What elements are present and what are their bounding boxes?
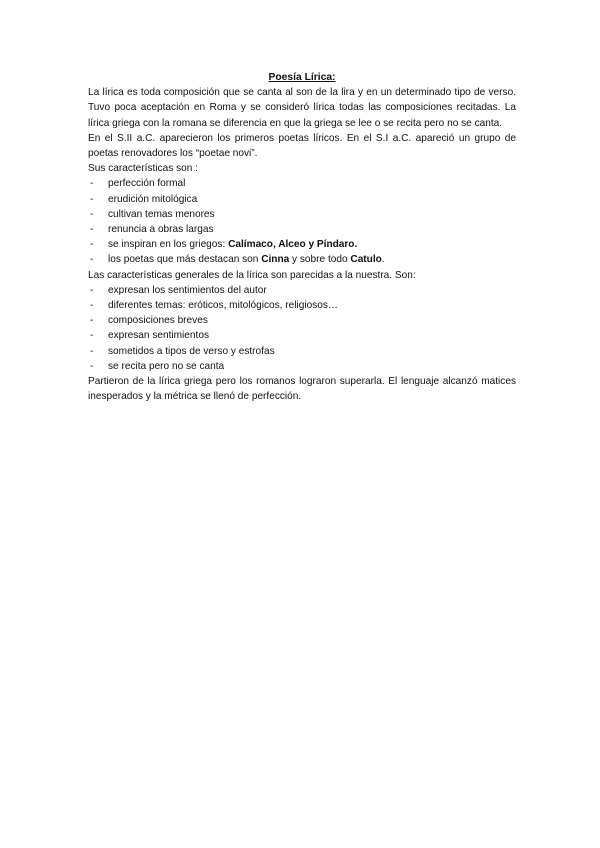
- list-item: [88, 252, 516, 267]
- greek-poets-bold: Calímaco, Alceo y Píndaro.: [228, 239, 358, 251]
- bullet-dash: -: [90, 178, 94, 190]
- history-paragraph: En el S.II a.C. aparecieron los primeros poetas líricos. En el S.I a.C. apareció un grupo de poetas renovadores los “poetae novi”.: [88, 132, 516, 160]
- bullet-dash: -: [90, 254, 94, 266]
- bullet-dash: -: [90, 239, 94, 251]
- list-item-text: se recita pero no se canta: [108, 360, 225, 372]
- general-heading: Las características generales de la lírica son parecidas a la nuestra. Son:: [88, 269, 416, 281]
- poet-catulo-bold: Catulo: [350, 254, 382, 266]
- list-item: [88, 344, 516, 359]
- list-item-text: erudición mitológica: [108, 193, 198, 205]
- bullet-dash: -: [90, 360, 94, 372]
- bullet-dash: -: [90, 193, 94, 205]
- bullet-dash: -: [90, 284, 94, 296]
- list-item: [88, 237, 516, 252]
- list-item-text: diferentes temas: eróticos, mitológicos, religiosos…: [108, 300, 339, 312]
- list-item: [88, 176, 516, 191]
- list-item-text: cultivan temas menores: [108, 208, 215, 220]
- bullet-dash: -: [90, 330, 94, 342]
- bullet-dash: -: [90, 315, 94, 327]
- list-item: [88, 298, 516, 313]
- list-item: [88, 328, 516, 343]
- general-characteristics-list: [88, 283, 516, 374]
- list-item-text: expresan sentimientos: [108, 330, 209, 342]
- poets-item-suffix: .: [381, 254, 385, 266]
- poets-item-prefix: los poetas que más destacan son: [108, 254, 262, 266]
- characteristics-heading: Sus características son :: [88, 163, 198, 175]
- list-item-text: perfección formal: [108, 178, 186, 190]
- list-item: [88, 359, 516, 374]
- list-item-text: sometidos a tipos de verso y estrofas: [108, 345, 275, 357]
- list-item: [88, 207, 516, 222]
- list-item-text: [108, 254, 385, 265]
- poet-cinna-bold: Cinna: [261, 254, 290, 266]
- greek-item-prefix: se inspiran en los griegos:: [108, 239, 229, 251]
- intro-paragraph: La lírica es toda composición que se canta al son de la lira y en un determinado tipo de verso. Tuvo poca aceptación en Roma y se consideró lírica todas las composiciones recitadas. La lírica griega con la romana se diferencia en que la griega se lee o se recita pero no se canta.: [88, 87, 516, 129]
- bullet-dash: -: [90, 345, 94, 357]
- characteristics-list: [88, 176, 516, 267]
- bullet-dash: -: [90, 224, 94, 236]
- bullet-dash: -: [90, 208, 94, 220]
- document-body: [88, 70, 516, 404]
- list-item-text: renuncia a obras largas: [108, 224, 214, 236]
- list-item: [88, 283, 516, 298]
- list-item-text: [108, 239, 357, 250]
- list-item: [88, 313, 516, 328]
- conclusion-paragraph: Partieron de la lírica griega pero los romanos lograron superarla. El lenguaje alcanzó matices inesperados y la métrica se llenó de perfección.: [88, 376, 516, 403]
- poets-item-middle: y sobre todo: [289, 254, 351, 266]
- bullet-dash: -: [90, 300, 94, 312]
- list-item: [88, 222, 516, 237]
- list-item-text: composiciones breves: [108, 315, 208, 327]
- list-item: [88, 192, 516, 207]
- document-title: Poesía Lírica:: [268, 72, 336, 83]
- list-item-text: expresan los sentimientos del autor: [108, 284, 267, 296]
